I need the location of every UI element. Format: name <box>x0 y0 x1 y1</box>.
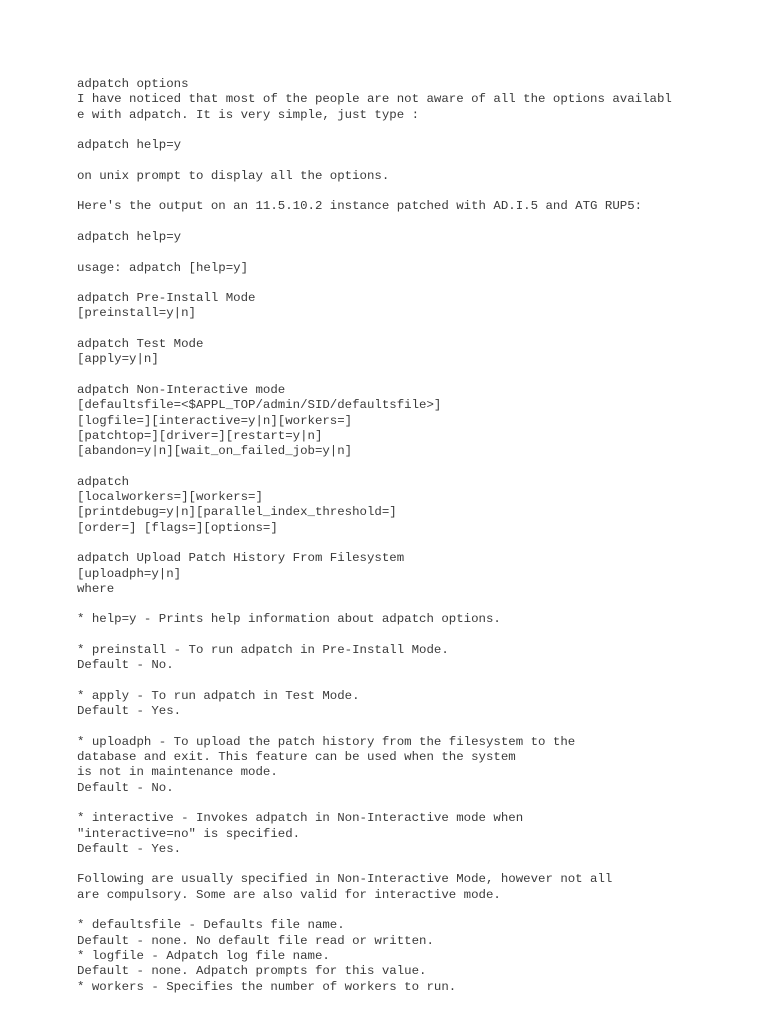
text-line: on unix prompt to display all the options. <box>77 168 390 183</box>
text-line: * logfile - Adpatch log file name. <box>77 948 330 963</box>
text-line: adpatch Pre-Install Mode <box>77 291 256 306</box>
text-line: adpatch options <box>77 77 189 91</box>
text-line: * defaultsfile - Defaults file name. <box>77 918 345 933</box>
text-paragraph <box>77 230 737 245</box>
text-paragraph <box>77 138 737 153</box>
text-line: adpatch <box>77 474 130 489</box>
text-line: are compulsory. Some are also valid for interactive mode. <box>77 887 501 902</box>
text-line: where <box>77 581 115 596</box>
text-line: Default - none. Adpatch prompts for this value. <box>77 964 427 979</box>
text-line: Default - No. <box>77 780 174 795</box>
text-line: * help=y - Prints help information about adpatch options. <box>77 612 501 627</box>
text-line: [logfile=][interactive=y|n][workers=] <box>77 413 353 428</box>
text-paragraph <box>77 169 737 184</box>
text-line: Default - Yes. <box>77 704 182 719</box>
text-line: database and exit. This feature can be used when the system <box>77 750 516 765</box>
text-line: [defaultsfile=<$APPL_TOP/admin/SID/defaultsfile>] <box>77 398 442 413</box>
text-paragraph <box>77 918 737 994</box>
text-paragraph <box>77 291 737 322</box>
text-paragraph <box>77 872 737 903</box>
text-line: e with adpatch. It is very simple, just type : <box>77 107 420 122</box>
text-line: Following are usually specified in Non-Interactive Mode, however not all <box>77 872 613 887</box>
text-line: * uploadph - To upload the patch history from the filesystem to the <box>77 734 576 749</box>
text-line: adpatch Upload Patch History From Filesystem <box>77 551 405 566</box>
text-paragraph <box>77 77 737 123</box>
text-line: * preinstall - To run adpatch in Pre-Install Mode. <box>77 642 449 657</box>
text-line: [order=] [flags=][options=] <box>77 520 278 535</box>
text-line: adpatch help=y <box>77 138 182 153</box>
text-line: [preinstall=y|n] <box>77 306 196 321</box>
text-line: [uploadph=y|n] <box>77 566 182 581</box>
text-line: "interactive=no" is specified. <box>77 826 301 841</box>
text-paragraph <box>77 551 737 597</box>
text-line: * apply - To run adpatch in Test Mode. <box>77 688 360 703</box>
text-line: adpatch help=y <box>77 229 182 244</box>
text-line: I have noticed that most of the people are not aware of all the options availabl <box>77 92 672 107</box>
text-line: [localworkers=][workers=] <box>77 490 263 505</box>
text-line: [patchtop=][driver=][restart=y|n] <box>77 428 323 443</box>
text-paragraph <box>77 337 737 368</box>
text-line: adpatch Non-Interactive mode <box>77 382 286 397</box>
text-paragraph <box>77 383 737 459</box>
text-paragraph <box>77 735 737 796</box>
text-line: usage: adpatch [help=y] <box>77 260 249 275</box>
text-line: adpatch Test Mode <box>77 337 204 352</box>
text-paragraph <box>77 643 737 674</box>
text-paragraph <box>77 475 737 536</box>
text-paragraph <box>77 261 737 276</box>
text-line: [abandon=y|n][wait_on_failed_job=y|n] <box>77 444 353 459</box>
text-line: Default - none. No default file read or written. <box>77 933 434 948</box>
text-line: Default - No. <box>77 658 174 673</box>
document-body <box>77 77 737 1010</box>
text-line: [apply=y|n] <box>77 352 159 367</box>
text-line: Here's the output on an 11.5.10.2 instance patched with AD.I.5 and ATG RUP5: <box>77 199 643 214</box>
text-paragraph <box>77 811 737 857</box>
text-line: is not in maintenance mode. <box>77 765 278 780</box>
text-paragraph <box>77 689 737 720</box>
text-line: * workers - Specifies the number of workers to run. <box>77 979 457 994</box>
text-line: Default - Yes. <box>77 841 182 856</box>
text-line: [printdebug=y|n][parallel_index_threshold=] <box>77 505 397 520</box>
text-paragraph <box>77 612 737 627</box>
text-paragraph <box>77 199 737 214</box>
text-line: * interactive - Invokes adpatch in Non-Interactive mode when <box>77 811 524 826</box>
